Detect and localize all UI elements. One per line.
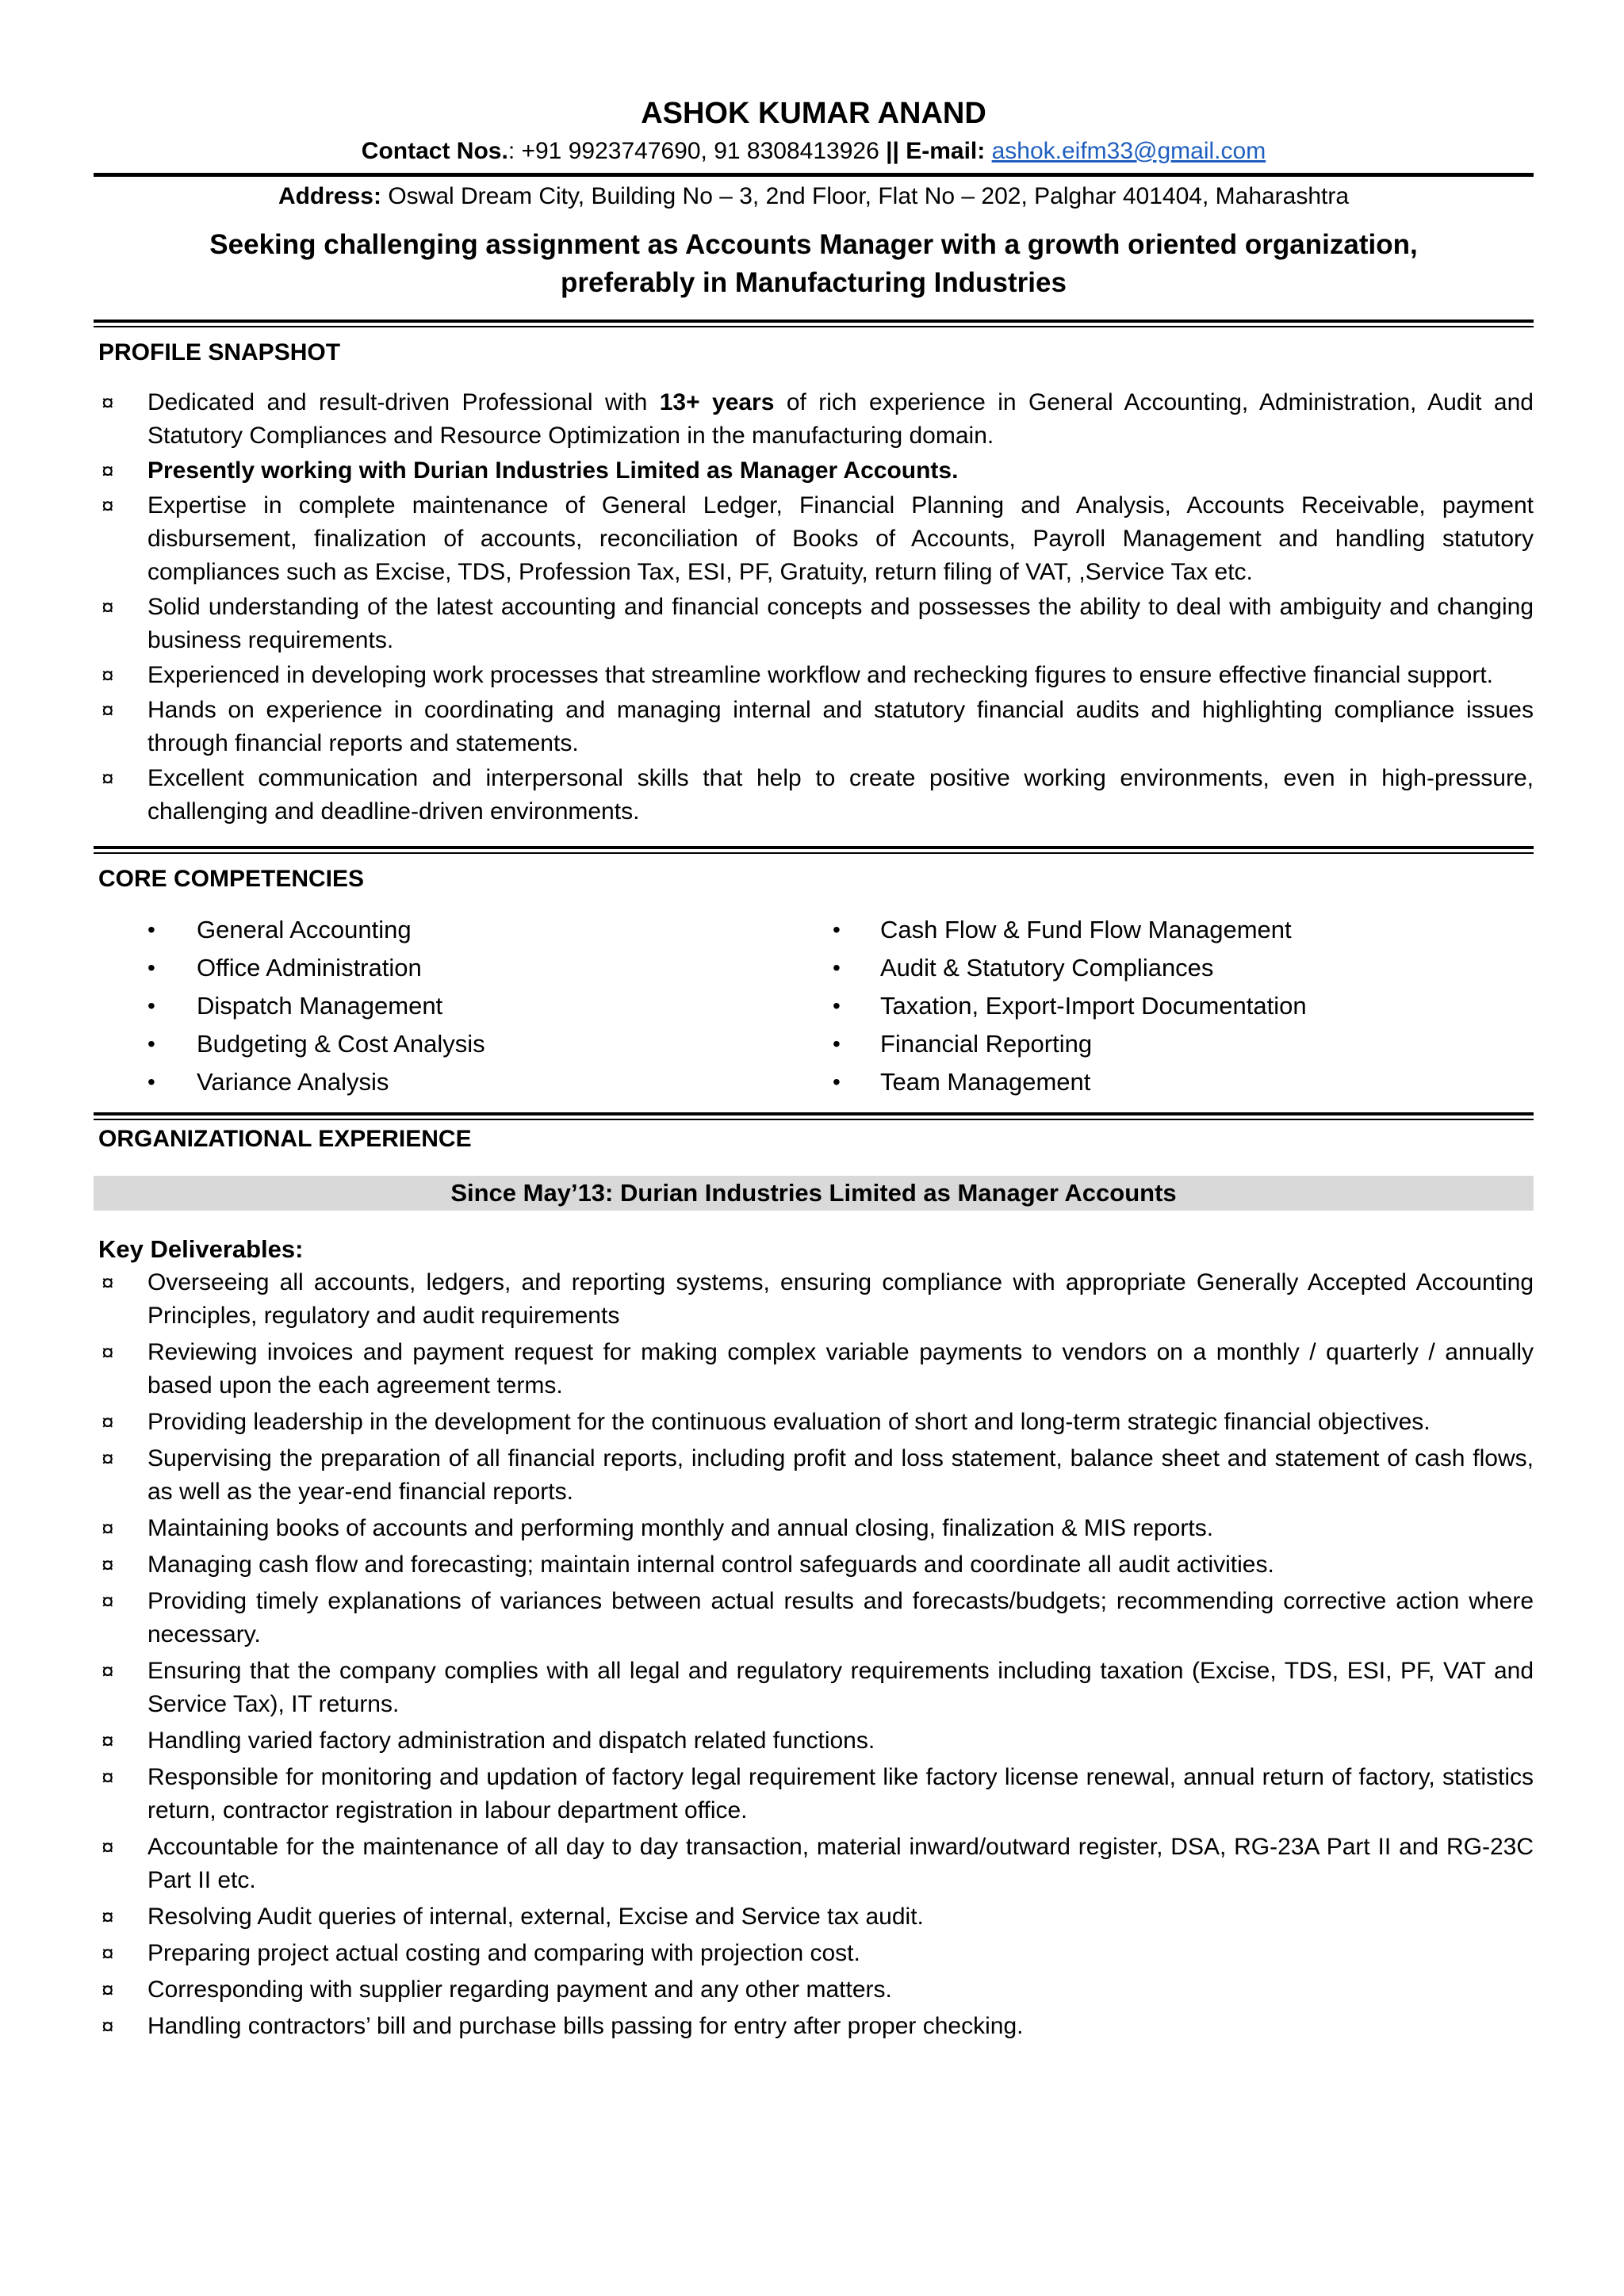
competency-item xyxy=(94,1063,814,1101)
item-text: Supervising the preparation of all financial reports, including profit and loss statement, balance sheet and statement of cash flows, as well as the year-end financial reports. xyxy=(147,1445,1534,1505)
bullet-icon: ¤ xyxy=(102,1904,114,1929)
item-text: Corresponding with supplier regarding payment and any other matters. xyxy=(147,1976,892,2003)
list-item xyxy=(94,1655,1534,1721)
competencies-grid xyxy=(94,911,1534,1101)
list-item xyxy=(94,1512,1534,1545)
key-deliverables-title: Key Deliverables: xyxy=(98,1235,304,1263)
list-item xyxy=(94,1973,1534,2007)
candidate-name: ASHOK KUMAR ANAND xyxy=(641,97,986,130)
bullet-icon: • xyxy=(833,1031,841,1056)
list-item xyxy=(94,1761,1534,1827)
list-item xyxy=(94,1442,1534,1509)
item-text: Presently working with Durian Industries Limited as Manager Accounts. xyxy=(147,457,959,484)
competency-item xyxy=(814,1063,1534,1101)
contact-label: Contact Nos. xyxy=(361,138,508,164)
competency-item xyxy=(94,987,814,1025)
list-item xyxy=(94,1724,1534,1758)
bullet-icon: ¤ xyxy=(102,1516,114,1540)
bullet-icon: ¤ xyxy=(102,1765,114,1789)
bullet-icon: ¤ xyxy=(102,698,114,722)
competency-item xyxy=(814,1025,1534,1063)
bullet-icon: ¤ xyxy=(102,493,114,518)
address-text: Oswal Dream City, Building No – 3, 2nd Floor, Flat No – 202, Palghar 401404, Maharashtra xyxy=(381,183,1350,209)
competencies-right-column xyxy=(814,911,1534,1101)
section-divider xyxy=(94,1112,1534,1120)
list-item xyxy=(94,1585,1534,1651)
bullet-icon: ¤ xyxy=(102,766,114,790)
list-item xyxy=(94,659,1534,692)
item-text: Dedicated and result-driven Professional with xyxy=(147,389,660,415)
list-item xyxy=(94,2010,1534,2043)
header-rule xyxy=(94,173,1534,177)
competency-item xyxy=(94,1025,814,1063)
email-label: E-mail: xyxy=(898,138,986,164)
list-item xyxy=(94,1266,1534,1333)
bullet-icon: • xyxy=(147,917,155,942)
competencies-section-title: CORE COMPETENCIES xyxy=(98,866,365,892)
competency-label: Budgeting & Cost Analysis xyxy=(197,1030,485,1058)
competency-label: Audit & Statutory Compliances xyxy=(880,954,1214,982)
item-text: Maintaining books of accounts and performing monthly and annual closing, finalization & MIS reports. xyxy=(147,1515,1214,1541)
experience-section-title: ORGANIZATIONAL EXPERIENCE xyxy=(98,1126,472,1152)
item-text: Reviewing invoices and payment request for making complex variable payments to vendors on a monthly / quarterly / annually based upon the each agreement terms. xyxy=(147,1339,1534,1399)
bullet-icon: • xyxy=(147,955,155,980)
bullet-icon: ¤ xyxy=(102,595,114,619)
resume-page xyxy=(94,94,1534,2046)
bullet-icon: ¤ xyxy=(102,458,114,483)
competency-label: Cash Flow & Fund Flow Management xyxy=(880,916,1292,943)
profile-section-title: PROFILE SNAPSHOT xyxy=(98,339,341,365)
list-item xyxy=(94,489,1534,589)
competencies-left-column xyxy=(94,911,814,1101)
address-label: Address: xyxy=(278,183,381,209)
competency-label: General Accounting xyxy=(197,916,412,943)
bullet-icon: ¤ xyxy=(102,1977,114,2002)
list-item xyxy=(94,1831,1534,1897)
contact-numbers: : +91 9923747690, 91 8308413926 xyxy=(508,138,887,164)
item-text: Resolving Audit queries of internal, external, Excise and Service tax audit. xyxy=(147,1904,924,1930)
bullet-icon: • xyxy=(147,1031,155,1056)
list-item xyxy=(94,591,1534,657)
competency-item xyxy=(814,911,1534,949)
item-text: Preparing project actual costing and comparing with projection cost. xyxy=(147,1940,860,1966)
competency-label: Taxation, Export-Import Documentation xyxy=(880,992,1307,1020)
bullet-icon: ¤ xyxy=(102,1728,114,1753)
competency-label: Office Administration xyxy=(197,954,422,982)
item-text: Responsible for monitoring and updation of factory legal requirement like factory license renewal, annual return of factory, statistics return, contractor registration in labour department office. xyxy=(147,1764,1534,1823)
list-item xyxy=(94,1937,1534,1970)
item-text: Providing timely explanations of variances between actual results and forecasts/budgets; recommending corrective action where necessary. xyxy=(147,1588,1534,1647)
role-heading: Since May’13: Durian Industries Limited as Manager Accounts xyxy=(94,1176,1534,1211)
competency-label: Variance Analysis xyxy=(197,1068,389,1096)
bullet-icon: ¤ xyxy=(102,1659,114,1683)
bullet-icon: ¤ xyxy=(102,1589,114,1613)
item-text: Expertise in complete maintenance of General Ledger, Financial Planning and Analysis, Accounts Receivable, payment disbursement, finalization of accounts, reconciliation of Books of Accounts, Payroll Management and handling statutory compliances such as Excise, TDS, Profession Tax, ESI, PF, Gratuity, return filing of VAT, ,Service Tax etc. xyxy=(147,492,1534,585)
bullet-icon: • xyxy=(147,1070,155,1094)
objective-line-1: Seeking challenging assignment as Accounts Manager with a growth oriented organization, xyxy=(209,229,1418,260)
list-item xyxy=(94,454,1534,488)
item-text: of rich experience in General Accounting, Administration, Audit and Statutory Compliances and Resource Optimization in the manufacturing domain. xyxy=(147,389,1534,449)
profile-list xyxy=(94,386,1534,828)
bullet-icon: ¤ xyxy=(102,1835,114,1859)
competency-item xyxy=(814,949,1534,987)
item-text: Excellent communication and interpersonal skills that help to create positive working environments, even in high-pressure, challenging and deadline-driven environments. xyxy=(147,765,1534,825)
list-item xyxy=(94,762,1534,828)
item-text: Ensuring that the company complies with all legal and regulatory requirements including taxation (Excise, TDS, ESI, PF, VAT and Service Tax), IT returns. xyxy=(147,1658,1534,1717)
list-item xyxy=(94,386,1534,453)
item-text: Hands on experience in coordinating and managing internal and statutory financial audits and highlighting compliance issues through financial reports and statements. xyxy=(147,697,1534,756)
competency-item xyxy=(94,949,814,987)
email-link[interactable]: ashok.eifm33@gmail.com xyxy=(991,138,1266,164)
section-divider xyxy=(94,846,1534,854)
list-item xyxy=(94,1548,1534,1582)
bullet-icon: ¤ xyxy=(102,1941,114,1965)
contact-separator: || xyxy=(886,138,899,164)
item-text: Handling contractors’ bill and purchase bills passing for entry after proper checking. xyxy=(147,2013,1024,2039)
item-text: Handling varied factory administration and dispatch related functions. xyxy=(147,1728,875,1754)
bullet-icon: • xyxy=(833,955,841,980)
bullet-icon: ¤ xyxy=(102,1446,114,1471)
bullet-icon: ¤ xyxy=(102,663,114,687)
item-text: Experienced in developing work processes that streamline workflow and rechecking figures to ensure effective financial support. xyxy=(147,662,1494,688)
objective-line-2: preferably in Manufacturing Industries xyxy=(561,267,1067,298)
item-text: Accountable for the maintenance of all day to day transaction, material inward/outward register, DSA, RG-23A Part II and RG-23C Part II etc. xyxy=(147,1834,1534,1893)
item-text: Providing leadership in the development for the continuous evaluation of short and long-term strategic financial objectives. xyxy=(147,1409,1431,1435)
item-text: Managing cash flow and forecasting; maintain internal control safeguards and coordinate all audit activities. xyxy=(147,1552,1274,1578)
competency-label: Team Management xyxy=(880,1068,1091,1096)
bullet-icon: ¤ xyxy=(102,2014,114,2038)
list-item xyxy=(94,1336,1534,1402)
item-text: Overseeing all accounts, ledgers, and reporting systems, ensuring compliance with appropriate Generally Accepted Accounting Principles, regulatory and audit requirements xyxy=(147,1269,1534,1329)
bullet-icon: ¤ xyxy=(102,390,114,415)
bullet-icon: ¤ xyxy=(102,1270,114,1295)
item-emphasis: 13+ years xyxy=(659,389,775,415)
competency-item xyxy=(94,911,814,949)
list-item xyxy=(94,1406,1534,1439)
competency-label: Dispatch Management xyxy=(197,992,443,1020)
bullet-icon: • xyxy=(833,993,841,1018)
item-text: Solid understanding of the latest accounting and financial concepts and possesses the ability to deal with ambiguity and changing business requirements. xyxy=(147,594,1534,653)
competency-item xyxy=(814,987,1534,1025)
contact-line xyxy=(94,135,1534,168)
deliverables-list xyxy=(94,1266,1534,2043)
career-objective xyxy=(94,226,1534,302)
list-item xyxy=(94,1900,1534,1934)
bullet-icon: • xyxy=(833,1070,841,1094)
bullet-icon: • xyxy=(833,917,841,942)
bullet-icon: ¤ xyxy=(102,1340,114,1364)
list-item xyxy=(94,694,1534,760)
bullet-icon: ¤ xyxy=(102,1410,114,1434)
bullet-icon: • xyxy=(147,993,155,1018)
section-divider xyxy=(94,320,1534,327)
competency-label: Financial Reporting xyxy=(880,1030,1093,1058)
bullet-icon: ¤ xyxy=(102,1552,114,1577)
address-line xyxy=(94,180,1534,213)
